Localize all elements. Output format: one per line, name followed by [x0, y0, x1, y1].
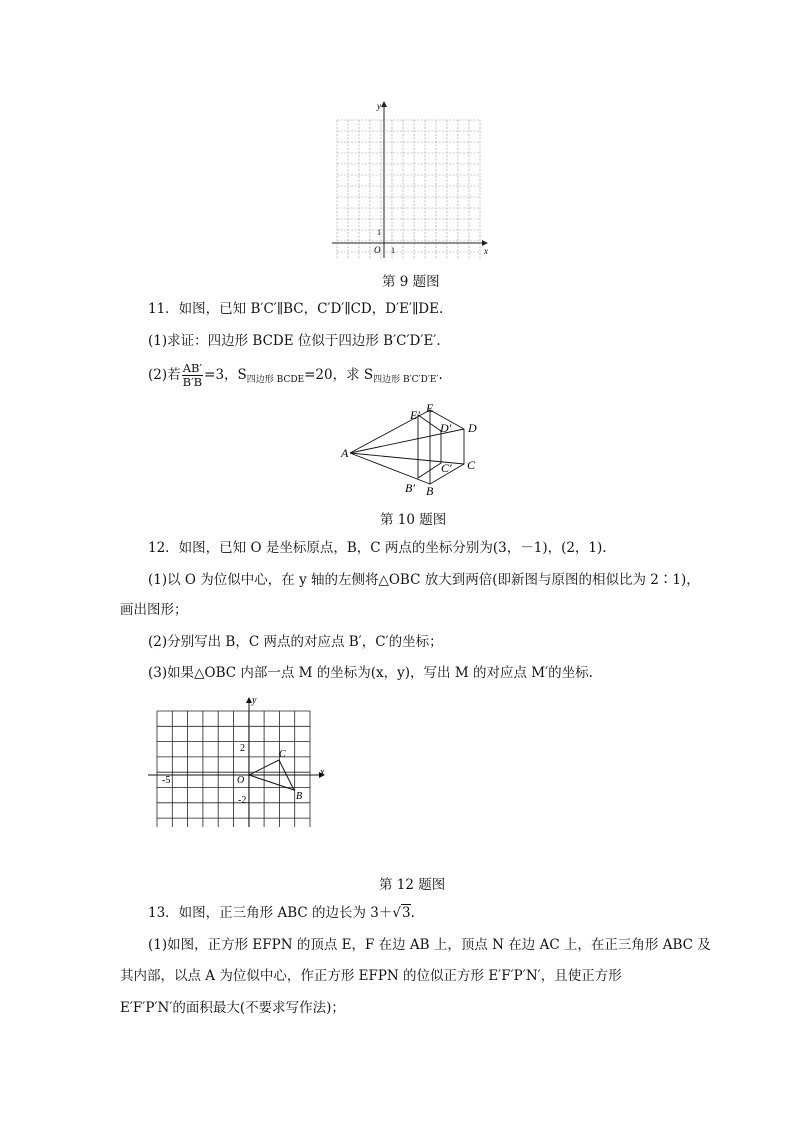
fig9-origin-label: O [374, 245, 381, 255]
fig9-y-label: y [377, 101, 381, 111]
fig12-tick-2: 2 [240, 743, 245, 754]
fig10-label-E: E [426, 401, 434, 415]
q13-line1-prefix: 13．如图，正三角形 ABC 的边长为 3＋ [148, 905, 393, 921]
q13-line4: E′F′P′N′的面积最大(不要求写作法)； [120, 1000, 345, 1016]
q11-fraction [182, 362, 204, 389]
fig12-label-B: B [296, 791, 303, 802]
fig12-origin-label: O [237, 775, 245, 786]
fig9-y-arrow [381, 101, 387, 107]
fig9-tick-x: 1 [391, 246, 395, 255]
fig10-label-Bp: B′ [405, 481, 415, 495]
fig9-grid [330, 98, 495, 260]
fig9-gridlines [337, 120, 480, 260]
fig10-label-Dp: D′ [440, 421, 452, 435]
fig12-tick-neg5: -5 [162, 775, 171, 786]
fig10-label-D: D [468, 421, 477, 435]
fig12-gridlines [157, 711, 310, 827]
fig10-label-B: B [426, 484, 434, 498]
q12-line3: 画出图形； [120, 602, 188, 618]
fig10-figure [338, 398, 488, 500]
fig10-label-Cp: C′ [441, 461, 452, 475]
q12-line1: 12．如图，已知 O 是坐标原点，B，C 两点的坐标分别为(3，－1)，(2，1). [148, 540, 607, 556]
q11-line1: 11．如图，已知 B′C′∥BC，C′D′∥CD，D′E′∥DE. [148, 301, 444, 317]
fig10-label-Ep: E′ [410, 408, 420, 422]
q11-fraction-num: AB′ [182, 361, 203, 375]
fig9-tick-y: 1 [377, 228, 381, 237]
q11-line3-mid: =3，S [204, 367, 247, 383]
q13-line3: 其内部，以点 A 为位似中心，作正方形 EFPN 的位似正方形 E′F′P′N′，且使正方形 [120, 968, 622, 984]
fig9-x-label: x [484, 246, 488, 256]
fig12-x-label: x [320, 767, 325, 778]
q13-line1-end: . [410, 905, 415, 921]
q12-line5: (3)如果△OBC 内部一点 M 的坐标为(x，y)，写出 M 的对应点 M′的坐标. [148, 665, 593, 681]
q11-line2: (1)求证：四边形 BCDE 位似于四边形 B′C′D′E′. [148, 333, 441, 349]
fig12-tick-neg2: -2 [238, 795, 247, 806]
fig10-label-A: A [341, 446, 349, 460]
q11-line3 [148, 362, 443, 389]
fig10-label-C: C [467, 458, 476, 472]
fig9-caption: 第 9 题图 [382, 274, 440, 290]
fig10-inner-quad [418, 415, 441, 478]
q13-line1: 13．如图，正三角形 ABC 的边长为 3＋√3. [148, 905, 415, 921]
q11-line3-prefix: (2)若 [148, 367, 181, 383]
fig12-grid [148, 695, 333, 827]
q13-line2: (1)如图，正方形 EFPN 的顶点 E，F 在边 AB 上，顶点 N 在边 AC 上，在正三角形 ABC 及 [148, 937, 711, 953]
q11-sub1: 四边形 BCDE [246, 375, 305, 385]
fig10-caption: 第 10 题图 [380, 512, 447, 528]
fig12-label-C: C [279, 749, 286, 760]
q11-line3-mid2: =20，求 S [304, 367, 374, 383]
q11-sub2: 四边形 B′C′D′E′ [373, 375, 439, 385]
q12-line4: (2)分别写出 B，C 两点的对应点 B′，C′的坐标； [148, 634, 443, 650]
q12-line2: (1)以 O 为位似中心，在 y 轴的左侧将△OBC 放大到两倍(即新图与原图的相似比为 2∶1)， [148, 572, 700, 588]
q11-line3-end: . [438, 367, 443, 383]
q11-fraction-den: B′B [182, 375, 203, 389]
q13-sqrt-arg: 3 [402, 905, 411, 921]
fig12-caption: 第 12 题图 [379, 877, 446, 893]
fig12-y-label: y [252, 695, 257, 706]
